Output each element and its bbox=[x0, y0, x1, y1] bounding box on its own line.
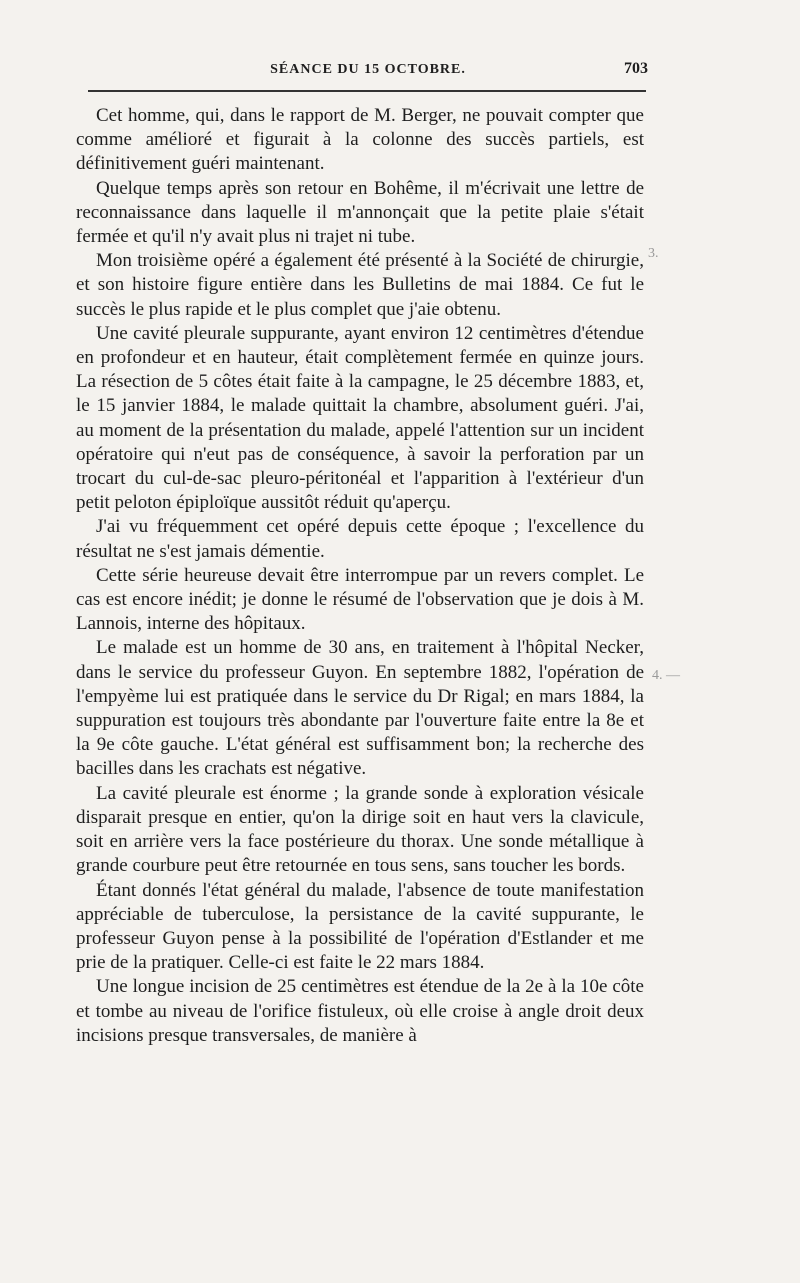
page-header bbox=[88, 58, 648, 84]
running-head: SÉANCE DU 15 OCTOBRE. bbox=[270, 62, 466, 77]
paragraph: Le malade est un homme de 30 ans, en traitement à l'hôpital Necker, dans le service du professeur Guyon. En septembre 1882, l'opération de l'empyème lui est pratiquée dans le service du Dr Rigal; en mars 1884, la suppuration est toujours très abondante par l'ouverture faite entre la 8e et la 9e côte gauche. L'état général est suffisamment bon; la recherche des bacilles dans les crachats est négative. bbox=[76, 637, 644, 780]
margin-note: 4. — bbox=[652, 668, 680, 683]
paragraph: Une cavité pleurale suppurante, ayant environ 12 centimètres d'étendue en profondeur et en hauteur, était complètement fermée en quinze jours. La résection de 5 côtes était faite à la campagne, le 25 décembre 1883, et, le 15 janvier 1884, le malade quittait la chambre, absolument guéri. J'ai, au moment de la présentation du malade, appelé l'attention sur un incident opératoire qui n'eut pas de conséquence, à savoir la perforation par un trocart du cul-de-sac pleuro-péritonéal et l'apparition à l'extérieur d'un petit peloton épiploïque aussitôt réduit qu'aperçu. bbox=[76, 322, 644, 514]
paragraph: La cavité pleurale est énorme ; la grande sonde à exploration vésicale disparait presque en entier, qu'on la dirige soit en haut vers la clavicule, soit en arrière vers la face postérieure du thorax. Une sonde métallique à grande courbure peut être retournée en tous sens, sans toucher les bords. bbox=[76, 782, 644, 877]
page-number: 703 bbox=[624, 60, 648, 77]
paragraph: Une longue incision de 25 centimètres est étendue de la 2e à la 10e côte et tombe au niveau de l'orifice fistuleux, où elle croise à angle droit deux incisions presque transversales, de manière à bbox=[76, 976, 644, 1046]
paragraph: J'ai vu fréquemment cet opéré depuis cette époque ; l'excellence du résultat ne s'est jamais démentie. bbox=[76, 516, 644, 562]
paragraph: Cette série heureuse devait être interrompue par un revers complet. Le cas est encore inédit; je donne le résumé de l'observation que je dois à M. Lannois, interne des hôpitaux. bbox=[76, 564, 644, 635]
body-text bbox=[76, 104, 644, 1048]
margin-note: 3. bbox=[648, 246, 659, 261]
paragraph: Cet homme, qui, dans le rapport de M. Berger, ne pouvait compter que comme amélioré et figurait à la colonne des succès partiels, est définitivement guéri maintenant. bbox=[76, 105, 644, 175]
paragraph: Mon troisième opéré a également été présenté à la Société de chirurgie, et son histoire figure entière dans les Bulletins de mai 1884. Ce fut le succès le plus rapide et le plus complet que j'aie obtenu. bbox=[76, 250, 644, 320]
paragraph: Étant donnés l'état général du malade, l'absence de toute manifestation appréciable de tuberculose, la persistance de la cavité suppurante, le professeur Guyon pense à la possibilité de l'opération d'Estlander et me prie de la pratiquer. Celle-ci est faite le 22 mars 1884. bbox=[76, 879, 644, 974]
paragraph: Quelque temps après son retour en Bohême, il m'écrivait une lettre de reconnaissance dans laquelle il m'annonçait que la petite plaie s'était fermée et qu'il n'y avait plus ni trajet ni tube. bbox=[76, 177, 644, 248]
header-rule bbox=[88, 90, 646, 92]
